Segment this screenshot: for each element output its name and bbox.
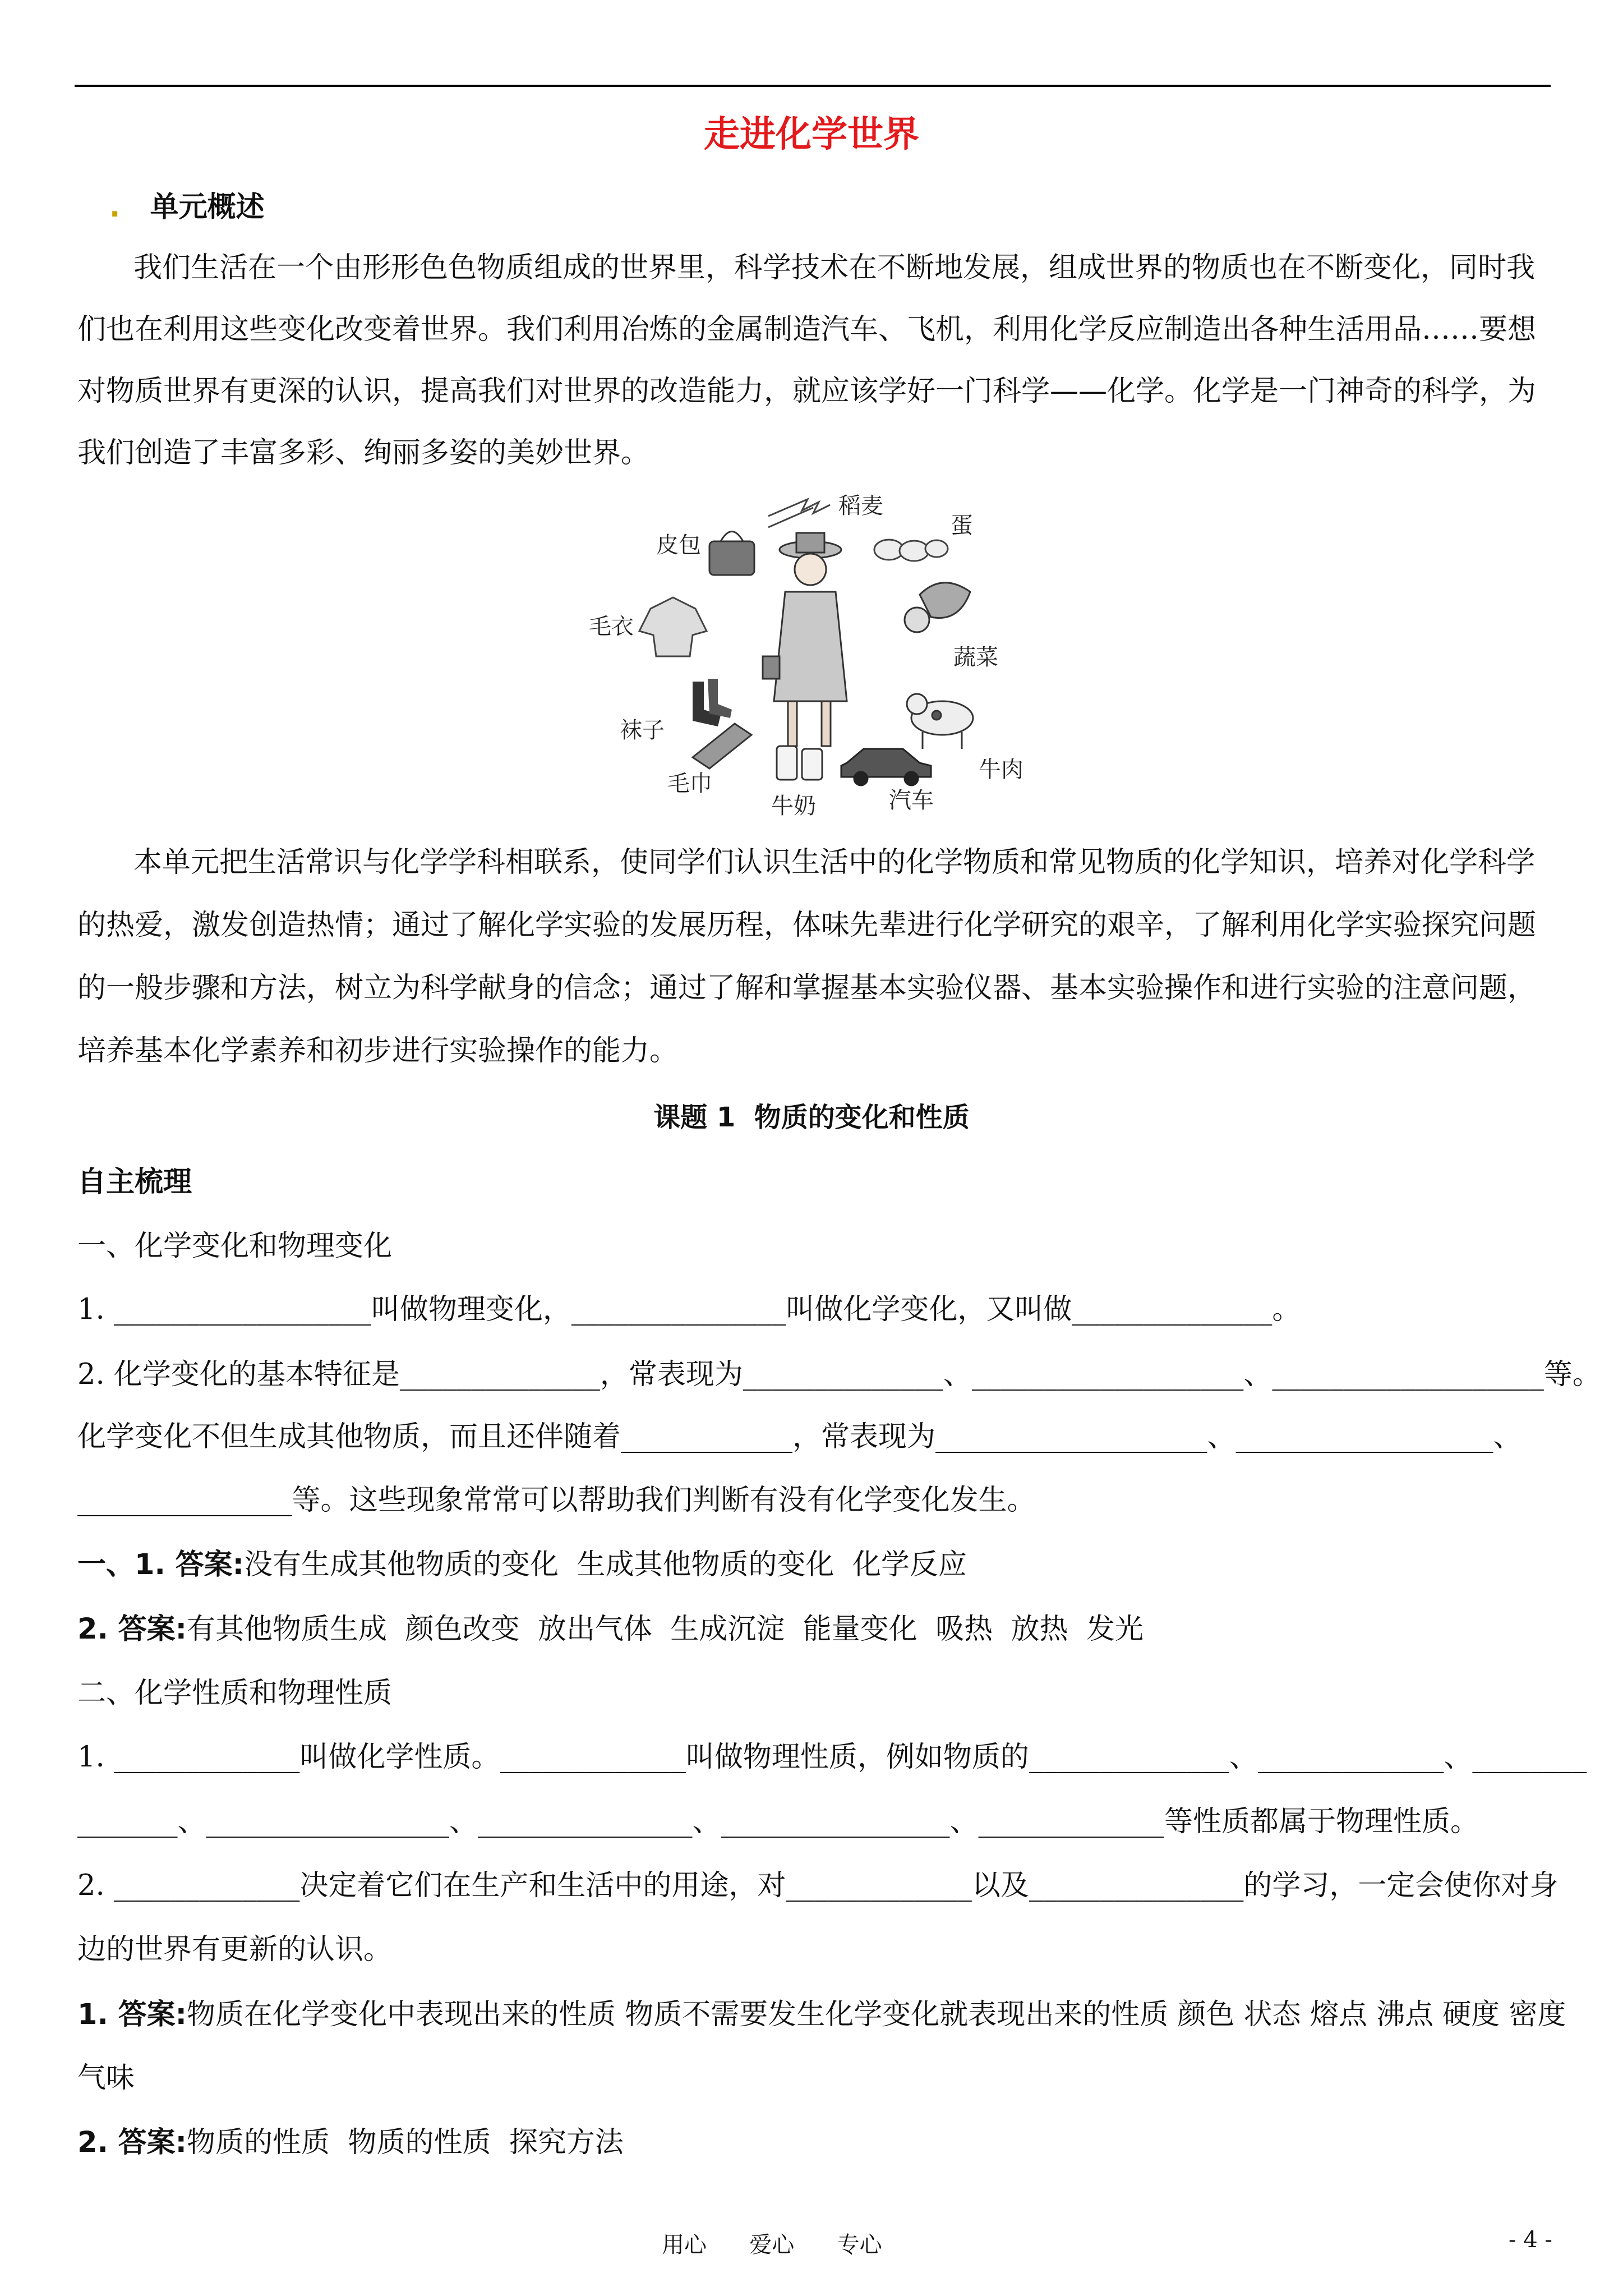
wheat-icon <box>768 499 830 527</box>
answer-4-prefix: 2. 答案: <box>77 2126 187 2159</box>
intro-line-2: 们也在利用这些变化改变着世界。我们利用冶炼的金属制造汽车、飞机，利用化学反应制造出各种生活用品……要想 <box>77 313 1537 346</box>
label-vegetable: 蔬菜 <box>953 645 998 670</box>
s1-question-2-line-1: 2. 化学变化的基本特征是______________，常表现为______________、___________________、___________________等。 <box>77 1358 1601 1391</box>
cow-icon <box>907 694 973 749</box>
answer-1 <box>77 1548 967 1582</box>
woman-figure-icon <box>763 533 847 746</box>
label-socks: 袜子 <box>620 717 665 743</box>
label-egg: 蛋 <box>951 513 973 539</box>
answer-2 <box>77 1613 1144 1646</box>
label-wheat: 稻麦 <box>838 493 883 519</box>
answer-1-prefix: 一、1. 答案: <box>77 1548 245 1581</box>
s1-question-2-line-3: _______________等。这些现象常常可以帮助我们判断有没有化学变化发生。 <box>77 1484 1036 1517</box>
s2-question-1-line-2: _______、_________________、_______________、________________、_____________等性质都属于物理性质。 <box>77 1805 1479 1838</box>
towel-icon <box>693 724 751 769</box>
unit-line-3: 的一般步骤和方法，树立为科学献身的信念；通过了解和掌握基本实验仪器、基本实验操作和进行实验的注意问题， <box>77 972 1537 1005</box>
label-beef: 牛肉 <box>979 757 1023 783</box>
label-milk: 牛奶 <box>771 793 816 819</box>
intro-line-3: 对物质世界有更深的认识，提高我们对世界的改造能力，就应该学好一门科学——化学。化学是一门神奇的科学，为 <box>77 375 1537 408</box>
s1-question-2-line-2: 化学变化不但生成其他物质，而且还伴随着____________，常表现为___________________、__________________、 <box>77 1420 1522 1453</box>
answer-1-text: 没有生成其他物质的变化 生成其他物质的变化 化学反应 <box>244 1548 967 1581</box>
intro-line-1: 我们生活在一个由形形色色物质组成的世界里，科学技术在不断地发展，组成世界的物质也在不断变化，同时我 <box>133 251 1536 284</box>
socks-icon <box>693 679 732 726</box>
daily-life-materials-figure <box>583 488 1038 825</box>
page-number: - 4 - <box>1509 2227 1552 2253</box>
unit-line-2: 的热爱，激发创造热情；通过了解化学实验的发展历程，体味先辈进行化学研究的艰辛，了解利用化学实验探究问题 <box>77 909 1537 942</box>
label-towel: 毛巾 <box>667 771 712 797</box>
egg-icon <box>874 540 948 561</box>
answer-3-prefix: 1. 答案: <box>77 1998 187 2031</box>
page-title: 走进化学世界 <box>704 114 919 155</box>
overview-heading <box>109 191 265 224</box>
answer-3-line-2: 气味 <box>77 2062 135 2095</box>
milk-icon <box>777 746 822 780</box>
s2-question-2-line-2: 边的世界有更新的认识。 <box>77 1933 393 1966</box>
overview-heading-text: 单元概述 <box>150 191 265 224</box>
sweater-icon <box>639 597 707 656</box>
intro-line-4: 我们创造了丰富多彩、绚丽多姿的美妙世界。 <box>77 436 650 470</box>
answer-2-prefix: 2. 答案: <box>77 1613 187 1646</box>
unit-line-1: 本单元把生活常识与化学学科相联系，使同学们认识生活中的化学物质和常见物质的化学知识，培养对化学科学 <box>133 846 1536 879</box>
answer-3-line-1 <box>77 1998 1566 2032</box>
s1-question-1: 1. __________________叫做物理变化，_______________叫做化学变化，又叫做______________。 <box>77 1293 1301 1326</box>
answer-4-text: 物质的性质 物质的性质 探究方法 <box>187 2126 624 2159</box>
s2-question-1-line-1: 1. _____________叫做化学性质。_____________叫做物理性质，例如物质的______________、_____________、________ <box>77 1741 1587 1774</box>
top-rule <box>75 85 1551 87</box>
vegetable-icon <box>905 583 970 632</box>
lesson-title: 课题 1 物质的变化和性质 <box>653 1102 970 1133</box>
answer-3-text: 物质在化学变化中表现出来的性质 物质不需要发生化学变化就表现出来的性质 颜色 状态 熔点 沸点 硬度 密度 <box>187 1998 1566 2031</box>
label-sweater: 毛衣 <box>589 614 634 639</box>
answer-2-text: 有其他物质生成 颜色改变 放出气体 生成沉淀 能量变化 吸热 放热 发光 <box>187 1613 1144 1646</box>
unit-line-4: 培养基本化学素养和初步进行实验操作的能力。 <box>77 1034 679 1068</box>
section1-heading: 一、化学变化和物理变化 <box>77 1230 393 1263</box>
footer-motto: 用心 爱心 专心 <box>662 2232 882 2258</box>
answer-4 <box>77 2126 624 2160</box>
self-study-heading: 自主梳理 <box>77 1166 192 1199</box>
leather-bag-icon <box>709 532 754 576</box>
s2-question-2-line-1: 2. _____________决定着它们在生产和生活中的用途，对_____________以及_______________的学习，一定会使你对身 <box>77 1869 1559 1902</box>
label-leather-bag: 皮包 <box>656 532 701 558</box>
section2-heading: 二、化学性质和物理性质 <box>77 1677 393 1710</box>
car-icon <box>841 749 931 785</box>
label-car: 汽车 <box>889 788 934 813</box>
bullet-dot: . <box>109 191 121 224</box>
